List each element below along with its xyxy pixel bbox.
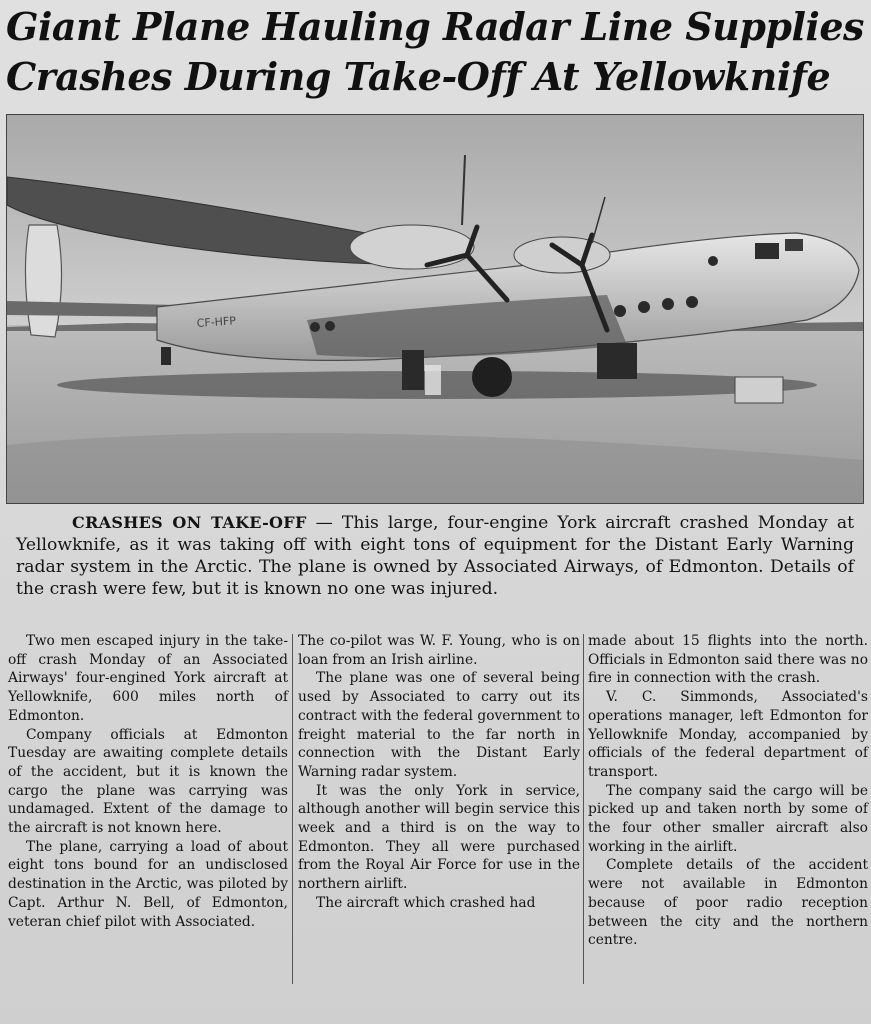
column-rule-1 (292, 634, 293, 984)
tail-wheel (161, 347, 171, 365)
york-aircraft-image (7, 115, 863, 503)
aircraft-photo (6, 114, 864, 504)
article-column-3 (588, 632, 868, 950)
photo-caption (16, 512, 854, 600)
paragraph: The co-pilot was W. F. Young, who is on loan from an Irish airline. (298, 633, 580, 668)
engine-1 (350, 225, 474, 269)
column-rule-2 (583, 634, 584, 984)
paragraph: The aircraft which crashed had (316, 894, 536, 911)
figure-near-gear (425, 365, 441, 395)
main-gear-right (597, 343, 637, 379)
paragraph: The company said the cargo will be picked up and taken north by some of the four other smaller aircraft also working in the airlift. (588, 782, 868, 855)
article-column-1 (8, 632, 288, 931)
headline-line-2: Crashes During Take-Off At Yellowknife (6, 54, 831, 99)
paragraph: Two men escaped injury in the take-off crash Monday of an Associated Airways' four-engined York aircraft at Yellowknife, 600 miles north of Edmonton. (8, 633, 288, 724)
ground-cart (735, 377, 783, 403)
caption-lead: CRASHES ON TAKE-OFF (72, 513, 307, 532)
main-gear-left (402, 350, 424, 390)
paragraph: Complete details of the accident were not available in Edmonton because of poor radio reception between the city and the northern centre. (588, 857, 868, 949)
article-column-2 (298, 632, 580, 913)
paragraph: It was the only York in service, although another will begin service this week and a third is on the way to Edmonton. They all were purchased from the Royal Air Force for use in the northern airlift. (298, 782, 580, 893)
paragraph: made about 15 flights into the north. Officials in Edmonton said there was no fire in connection with the crash. (588, 633, 868, 687)
fuselage-marking: CF-HFP (196, 314, 237, 330)
tail-fin (25, 225, 61, 337)
main-wheel (472, 357, 512, 397)
caption-text: — This large, four-engine York aircraft crashed Monday at Yellowknife, as it was taking off with eight tons of equipment for the Distant Early Warning radar system in the Arctic. The plane is owned by Associated Airways, of Edmonton. Details of the crash were few, but it is known no one was injured. (16, 513, 854, 599)
headline (6, 2, 868, 102)
cockpit-window-2 (785, 239, 803, 251)
cockpit-window (755, 243, 779, 259)
headline-line-1: Giant Plane Hauling Radar Line Supplies (6, 4, 864, 49)
paragraph: V. C. Simmonds, Associated's operations manager, left Edmonton for Yellowknife Monday, accompanied by officials of the federal department of transport. (588, 689, 868, 780)
paragraph: The plane was one of several being used by Associated to carry out its contract with the federal government to freight material to the far north in connection with the Distant Early Warning radar system. (298, 670, 580, 780)
engine-2 (514, 237, 610, 273)
paragraph: Company officials at Edmonton Tuesday are awaiting complete details of the accident, but it is known the cargo the plane was carrying was undamaged. Extent of the damage to the aircraft is not known here. (8, 726, 288, 837)
paragraph: The plane, carrying a load of about eight tons bound for an undisclosed destination in the Arctic, was piloted by Capt. Arthur N. Bell, of Edmonton, veteran chief pilot with Associated. (8, 838, 288, 930)
